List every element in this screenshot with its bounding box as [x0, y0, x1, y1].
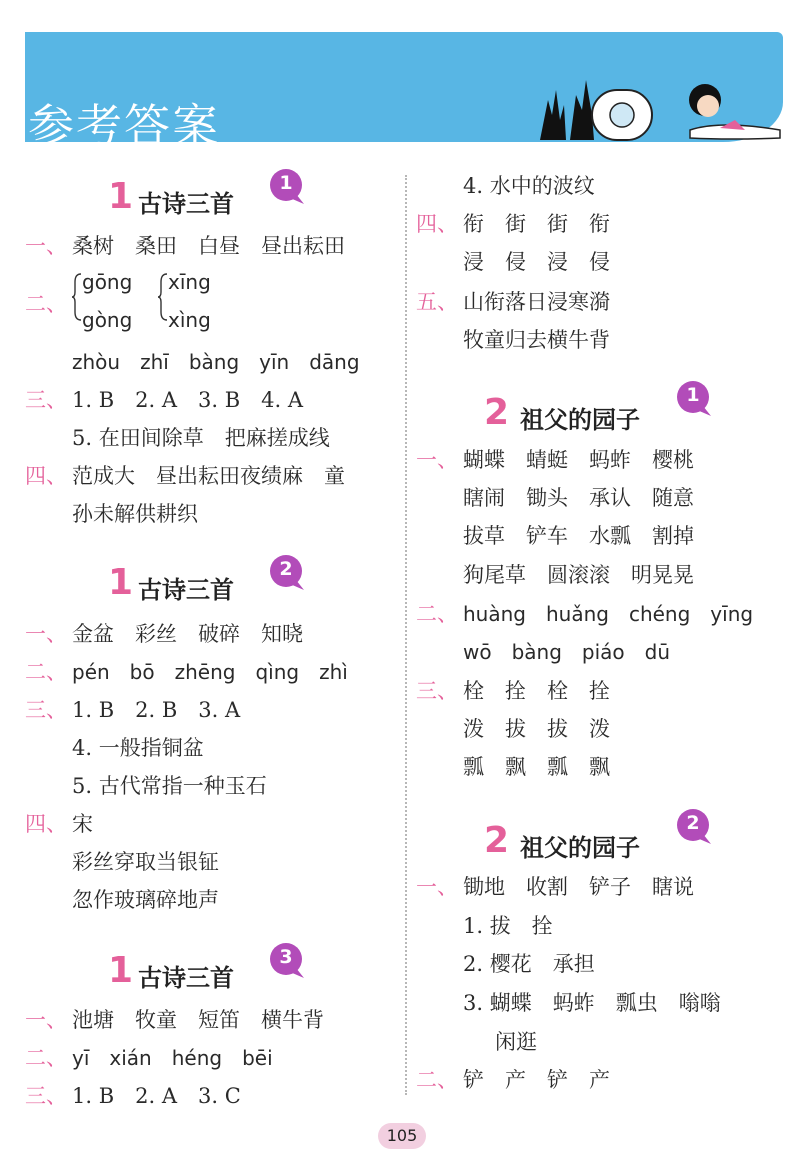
- label-two: 二、: [25, 660, 67, 684]
- answer-line: 拔草 铲车 水瓢 割掉: [463, 524, 694, 548]
- speech-bubble-badge: [675, 380, 715, 420]
- brace-icon: [158, 272, 168, 322]
- girl-reading-illustration: [530, 60, 790, 145]
- section-number: 2: [484, 392, 510, 433]
- answer-line: 1. 拔 拴: [463, 914, 553, 938]
- section-number: 2: [484, 820, 510, 861]
- label-three: 三、: [25, 1084, 67, 1108]
- pinyin-line: zhòu zhī bàng yīn dāng: [72, 350, 360, 374]
- badge-number: 1: [279, 172, 293, 194]
- answer-line: 瞎闹 锄头 承认 随意: [463, 486, 694, 510]
- answer-line: 宋: [72, 812, 93, 836]
- badge-number: 3: [279, 946, 293, 968]
- answer-line: 2. 樱花 承担: [463, 952, 595, 976]
- pinyin-line: pén bō zhēng qìng zhì: [72, 660, 348, 684]
- label-five: 五、: [416, 290, 458, 314]
- section-number: 1: [108, 562, 134, 603]
- pinyin: gòng: [82, 308, 133, 332]
- section-title: 祖父的园子: [520, 834, 640, 862]
- label-three: 三、: [25, 698, 67, 722]
- answer-line: 蝴蝶 蜻蜓 蚂蚱 樱桃: [463, 448, 694, 472]
- label-four: 四、: [25, 464, 67, 488]
- label-three: 三、: [416, 679, 458, 703]
- section-number: 1: [108, 176, 134, 217]
- pinyin-line: wō bàng piáo dū: [463, 640, 671, 664]
- answer-line: 孙未解供耕织: [72, 502, 198, 526]
- pinyin: xìng: [168, 308, 211, 332]
- pinyin: xīng: [168, 270, 211, 294]
- answer-line: 3. 蝴蝶 蚂蚱 瓢虫 嗡嗡: [463, 991, 721, 1015]
- label-one: 一、: [25, 622, 67, 646]
- answer-line: 1. B 2. B 3. A: [72, 698, 241, 722]
- answer-line: 牧童归去横牛背: [463, 328, 610, 352]
- answer-line: 1. B 2. A 3. B 4. A: [72, 388, 304, 412]
- section-title: 古诗三首: [138, 576, 234, 604]
- page-number-badge: [378, 1123, 426, 1149]
- pinyin: gōng: [82, 270, 133, 294]
- speech-bubble-badge: [268, 554, 308, 594]
- answer-line: 4. 水中的波纹: [463, 174, 595, 198]
- answer-line: 桑树 桑田 白昼 昼出耘田: [72, 234, 345, 258]
- answer-line: 闲逛: [495, 1030, 537, 1054]
- page-title: 参考答案: [28, 99, 220, 153]
- answer-line: 彩丝穿取当银钲: [72, 850, 219, 874]
- badge-number: 2: [279, 558, 293, 580]
- label-four: 四、: [25, 812, 67, 836]
- answer-line: 1. B 2. A 3. C: [72, 1084, 241, 1108]
- badge-number: 1: [686, 384, 700, 406]
- badge-number: 2: [686, 812, 700, 834]
- brace-icon: [72, 272, 82, 322]
- answer-line: 瓢 飘 瓢 飘: [463, 755, 610, 779]
- section-title: 祖父的园子: [520, 406, 640, 434]
- answer-line: 5. 在田间除草 把麻搓成线: [72, 426, 330, 450]
- answer-line: 池塘 牧童 短笛 横牛背: [72, 1008, 324, 1032]
- section-title: 古诗三首: [138, 190, 234, 218]
- answer-line: 栓 拴 栓 拴: [463, 679, 610, 703]
- answer-line: 范成大 昼出耘田夜绩麻 童: [72, 464, 345, 488]
- label-one: 一、: [25, 1008, 67, 1032]
- label-two: 二、: [416, 1068, 458, 1092]
- pinyin-line: huàng huǎng chéng yīng: [463, 602, 754, 626]
- answer-line: 锄地 收割 铲子 瞎说: [463, 875, 694, 899]
- answer-line: 衔 街 街 衔: [463, 212, 610, 236]
- pinyin-line: yī xián héng bēi: [72, 1046, 273, 1070]
- label-two: 二、: [25, 1046, 67, 1070]
- label-four: 四、: [416, 212, 458, 236]
- label-three: 三、: [25, 388, 67, 412]
- answer-line: 浸 侵 浸 侵: [463, 250, 610, 274]
- answer-line: 忽作玻璃碎地声: [72, 888, 219, 912]
- label-two: 二、: [416, 602, 458, 626]
- label-one: 一、: [416, 875, 458, 899]
- answer-line: 5. 古代常指一种玉石: [72, 774, 267, 798]
- answer-line: 山衔落日浸寒漪: [463, 290, 610, 314]
- speech-bubble-badge: [268, 168, 308, 208]
- answer-line: 狗尾草 圆滚滚 明晃晃: [463, 563, 694, 587]
- label-one: 一、: [416, 448, 458, 472]
- section-number: 1: [108, 950, 134, 991]
- speech-bubble-badge: [675, 808, 715, 848]
- answer-line: 4. 一般指铜盆: [72, 736, 204, 760]
- column-divider: [405, 175, 407, 1095]
- answer-line: 金盆 彩丝 破碎 知晓: [72, 622, 303, 646]
- answer-line: 铲 产 铲 产: [463, 1068, 610, 1092]
- speech-bubble-badge: [268, 942, 308, 982]
- label-one: 一、: [25, 234, 67, 258]
- label-two: 二、: [25, 292, 67, 316]
- answer-line: 泼 拔 拔 泼: [463, 717, 610, 741]
- page-number: 105: [386, 1126, 418, 1145]
- section-title: 古诗三首: [138, 964, 234, 992]
